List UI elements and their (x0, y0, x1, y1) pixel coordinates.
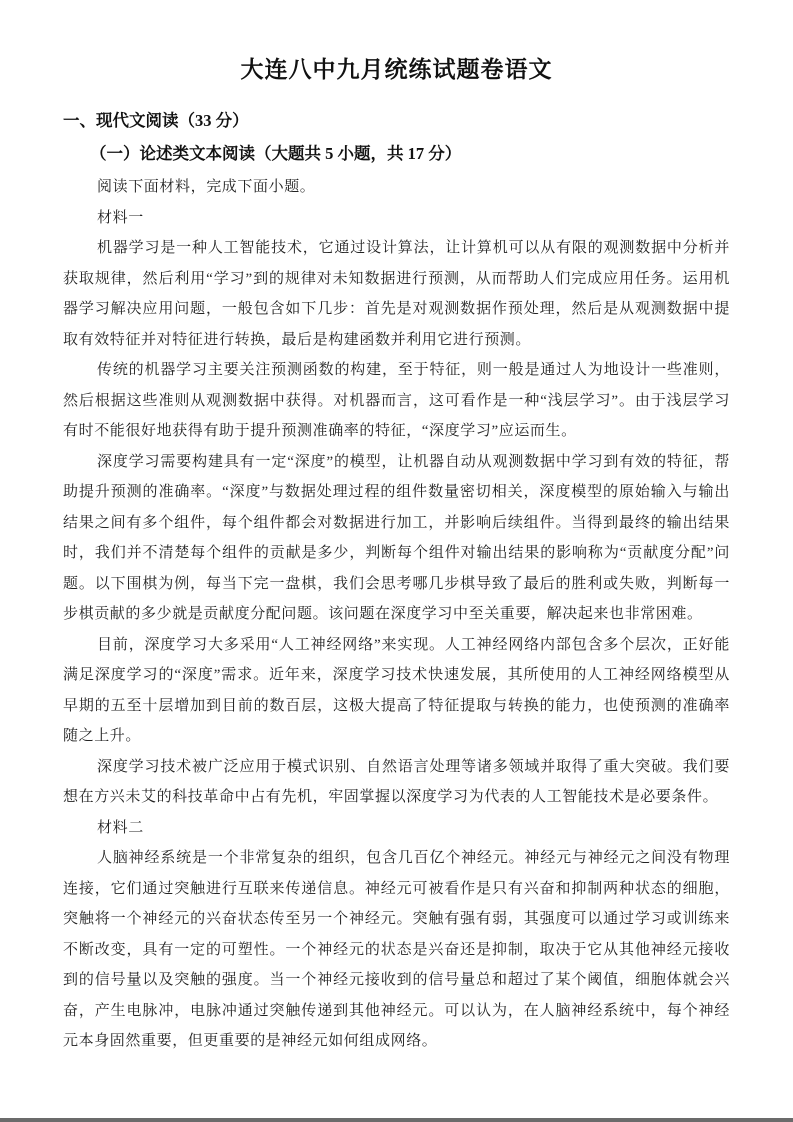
material-one-label: 材料一 (97, 209, 144, 226)
material-two-label: 材料二 (97, 819, 144, 836)
material-one-paragraph: 机器学习是一种人工智能技术，它通过设计算法，让计算机可以从有限的观测数据中分析并获取规律，然后利用“学习”到的规律对未知数据进行预测，从而帮助人们完成应用任务。运用机器学习解决应用问题，一般包含如下几步：首先是对观测数据作预处理，然后是从观测数据中提取有效特征并对特征进行转换，最后是构建函数并利用它进行预测。 (63, 240, 730, 348)
section-heading-modern-text-reading: 一、现代文阅读（33 分） (63, 111, 249, 130)
material-one-paragraph: 深度学习技术被广泛应用于模式识别、自然语言处理等诸多领域并取得了重大突破。我们要想在方兴未艾的科技革命中占有先机，牢固掌握以深度学习为代表的人工智能技术是必要条件。 (63, 758, 730, 805)
material-two-paragraph: 人脑神经系统是一个非常复杂的组织，包含几百亿个神经元。神经元与神经元之间没有物理连接，它们通过突触进行互联来传递信息。神经元可被看作是只有兴奋和抑制两种状态的细胞，突触将一个神经元的兴奋状态传至另一个神经元。突触有强有弱，其强度可以通过学习或训练来不断改变，具有一定的可塑性。一个神经元的状态是兴奋还是抑制，取决于它从其他神经元接收到的信号量以及突触的强度。当一个神经元接收到的信号量总和超过了某个阈值，细胞体就会兴奋，产生电脉冲，电脉冲通过突触传递到其他神经元。可以认为，在人脑神经系统中，每个神经元本身固然重要，但更重要的是神经元如何组成网络。 (63, 850, 730, 1049)
reading-instruction: 阅读下面材料，完成下面小题。 (97, 179, 316, 195)
document-body (63, 172, 730, 1057)
material-one-paragraph: 传统的机器学习主要关注预测函数的构建，至于特征，则一般是通过人为地设计一些准则，然后根据这些准则从观测数据中获得。对机器而言，这可看作是一种“浅层学习”。由于浅层学习有时不能很好地获得有助于提升预测准确率的特征，“深度学习”应运而生。 (63, 362, 730, 439)
subsection-heading-argumentative-reading: （一）论述类文本阅读（大题共 5 小题，共 17 分） (90, 144, 462, 163)
document-title: 大连八中九月统练试题卷语文 (240, 57, 553, 82)
page-bottom-edge (0, 1118, 793, 1122)
material-one-paragraph: 目前，深度学习大多采用“人工神经网络”来实现。人工神经网络内部包含多个层次，正好能满足深度学习的“深度”需求。近年来，深度学习技术快速发展，其所使用的人工神经网络模型从早期的五至十层增加到目前的数百层，这极大提高了特征提取与转换的能力，也使预测的准确率随之上升。 (63, 636, 730, 744)
material-one-paragraph: 深度学习需要构建具有一定“深度”的模型，让机器自动从观测数据中学习到有效的特征，帮助提升预测的准确率。“深度”与数据处理过程的组件数量密切相关，深度模型的原始输入与输出结果之间有多个组件，每个组件都会对数据进行加工，并影响后续组件。当得到最终的输出结果时，我们并不清楚每个组件的贡献是多少，判断每个组件对输出结果的影响称为“贡献度分配”问题。以下围棋为例，每当下完一盘棋，我们会思考哪几步棋导致了最后的胜利或失败，判断每一步棋贡献的多少就是贡献度分配问题。该问题在深度学习中至关重要，解决起来也非常困难。 (63, 453, 730, 622)
